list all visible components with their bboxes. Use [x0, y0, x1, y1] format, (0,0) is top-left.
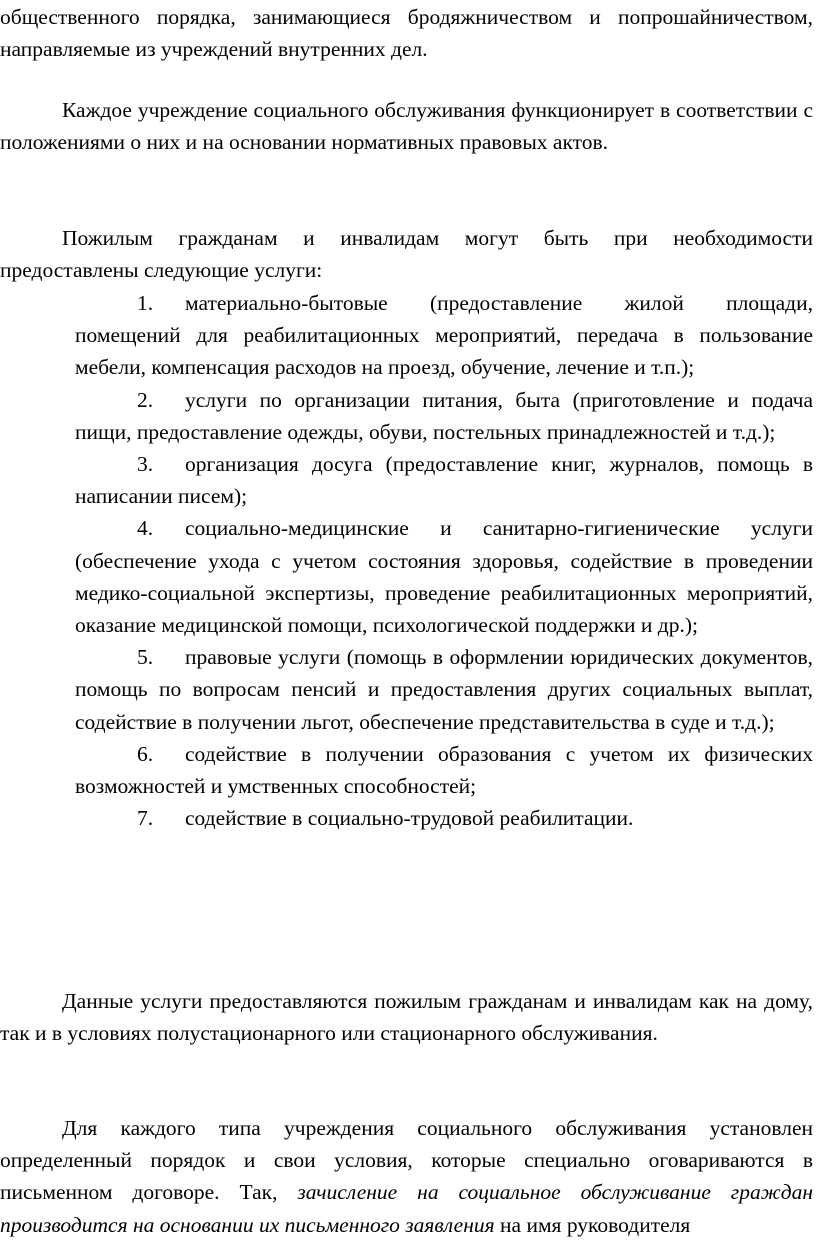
list-item-text: правовые услуги (помощь в оформлении юридических документов, помощь по вопросам пенсий и предоставления других социальных выплат, содействие в получении льгот, обеспечение представительства в суде и т.д.); [75, 645, 813, 734]
paragraph-procedure-emphasis: зачисление на социальное обслуживание граждан производится на основании их письменного заявления [0, 1180, 813, 1237]
paragraph-provision: Данные услуги предоставляются пожилым гражданам и инвалидам как на дому, так и в условиях полустационарного или стационарного обслуживания. [0, 989, 813, 1046]
list-item [75, 738, 813, 802]
list-item-text: услуги по организации питания, быта (приготовление и подача пищи, предоставление одежды, обуви, постельных принадлежностей и т.д.); [75, 387, 813, 444]
list-item-number: 2. [137, 387, 154, 412]
list-item [75, 802, 813, 834]
list-item [75, 641, 813, 738]
paragraph-continuation: общественного порядка, занимающиеся бродяжничеством и попрошайничеством, направляемые из учреждений внутренних дел. [0, 5, 813, 62]
list-item-text: организация досуга (предоставление книг, журналов, помощь в написании писем); [75, 452, 813, 509]
list-item [75, 512, 813, 641]
list-item-number: 4. [137, 516, 154, 541]
list-item-number: 5. [137, 645, 154, 670]
list-item-number: 6. [137, 741, 154, 766]
list-item [75, 448, 813, 512]
list-item-number: 1. [137, 291, 154, 315]
list-item-text: содействие в социально-трудовой реабилитации. [185, 806, 634, 831]
list-item [75, 287, 813, 384]
list-item-text: содействие в получении образования с учетом их физических возможностей и умственных способностей; [75, 741, 813, 799]
paragraph-procedure-end: на имя руководителя [494, 1212, 691, 1237]
paragraph-procedure [0, 1112, 813, 1241]
paragraph-services-intro: Пожилым гражданам и инвалидам могут быть при необходимости предоставлены следующие услуги: [0, 226, 813, 283]
list-item-text: социально-медицинские и санитарно-гигиенические услуги (обеспечение ухода с учетом состояния здоровья, содействие в проведении медико-социальной экспертизы, проведение реабилитационных мероприятий, оказание медицинской помощи, психологической поддержки и др.); [75, 516, 813, 638]
list-item [75, 384, 813, 448]
list-item-text: материально-бытовые (предоставление жилой площади, помещений для реабилитационных мероприятий, передача в пользование мебели, компенсация расходов на проезд, обучение, лечение и т.п.); [75, 291, 813, 380]
services-list [75, 287, 813, 834]
paragraph-procedure-start: Для каждого типа учреждения социального обслуживания установлен определенный порядок и свои условия, которые специально оговариваются в письменном договоре. Так, [0, 1116, 813, 1205]
list-item-number: 7. [137, 806, 154, 831]
list-item-number: 3. [137, 452, 154, 477]
paragraph-institutions: Каждое учреждение социального обслуживания функционирует в соответствии с положениями о них и на основании нормативных правовых актов. [0, 98, 813, 155]
